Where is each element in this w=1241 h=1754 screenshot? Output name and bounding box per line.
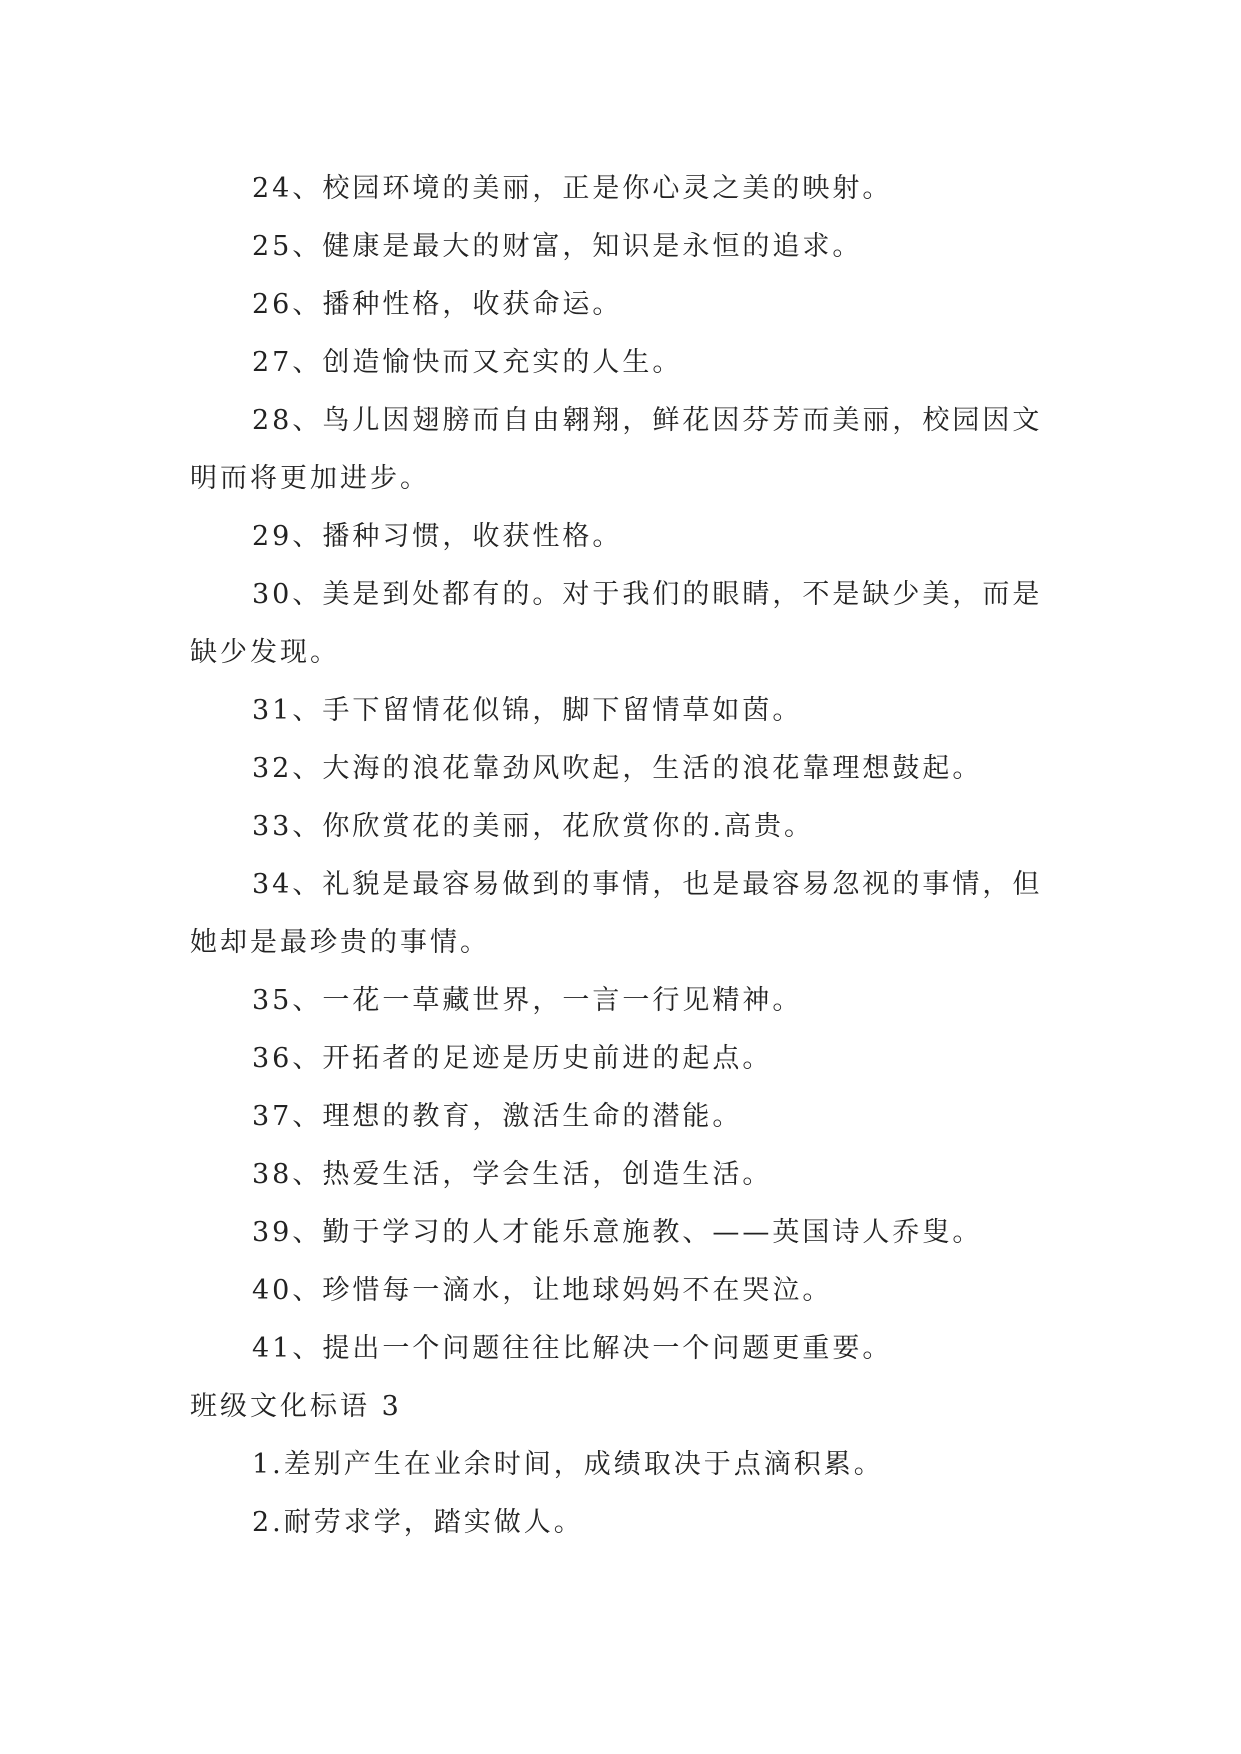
section-heading: 班级文化标语 3 <box>190 1391 402 1422</box>
slogan-item: 30、美是到处都有的。对于我们的眼睛，不是缺少美，而是缺少发现。 <box>190 579 1043 668</box>
slogan-item: 35、一花一草藏世界，一言一行见精神。 <box>252 985 803 1016</box>
slogan-item: 26、播种性格，收获命运。 <box>252 289 623 320</box>
slogan-item: 36、开拓者的足迹是历史前进的起点。 <box>252 1043 773 1074</box>
slogan-item: 25、健康是最大的财富，知识是永恒的追求。 <box>252 231 863 262</box>
slogan-item: 39、勤于学习的人才能乐意施教、——英国诗人乔叟。 <box>252 1217 983 1248</box>
slogan-item: 41、提出一个问题往往比解决一个问题更重要。 <box>252 1333 893 1364</box>
slogan-item: 40、珍惜每一滴水，让地球妈妈不在哭泣。 <box>252 1275 833 1306</box>
slogan-item: 28、鸟儿因翅膀而自由翱翔，鲜花因芬芳而美丽，校园因文明而将更加进步。 <box>190 405 1043 494</box>
slogan-item: 24、校园环境的美丽，正是你心灵之美的映射。 <box>252 173 893 204</box>
slogan-item: 1.差别产生在业余时间，成绩取决于点滴积累。 <box>252 1449 884 1480</box>
slogan-item: 2.耐劳求学，踏实做人。 <box>252 1507 584 1538</box>
slogan-item: 31、手下留情花似锦，脚下留情草如茵。 <box>252 695 803 726</box>
slogan-item: 37、理想的教育，激活生命的潜能。 <box>252 1101 743 1132</box>
slogan-item: 33、你欣赏花的美丽，花欣赏你的.高贵。 <box>252 811 814 842</box>
slogan-item: 29、播种习惯，收获性格。 <box>252 521 623 552</box>
slogan-item: 38、热爱生活，学会生活，创造生活。 <box>252 1159 773 1190</box>
slogan-item: 34、礼貌是最容易做到的事情，也是最容易忽视的事情，但她却是最珍贵的事情。 <box>190 869 1043 958</box>
document-body <box>190 160 1070 1552</box>
slogan-item: 27、创造愉快而又充实的人生。 <box>252 347 683 378</box>
slogan-item: 32、大海的浪花靠劲风吹起，生活的浪花靠理想鼓起。 <box>252 753 983 784</box>
